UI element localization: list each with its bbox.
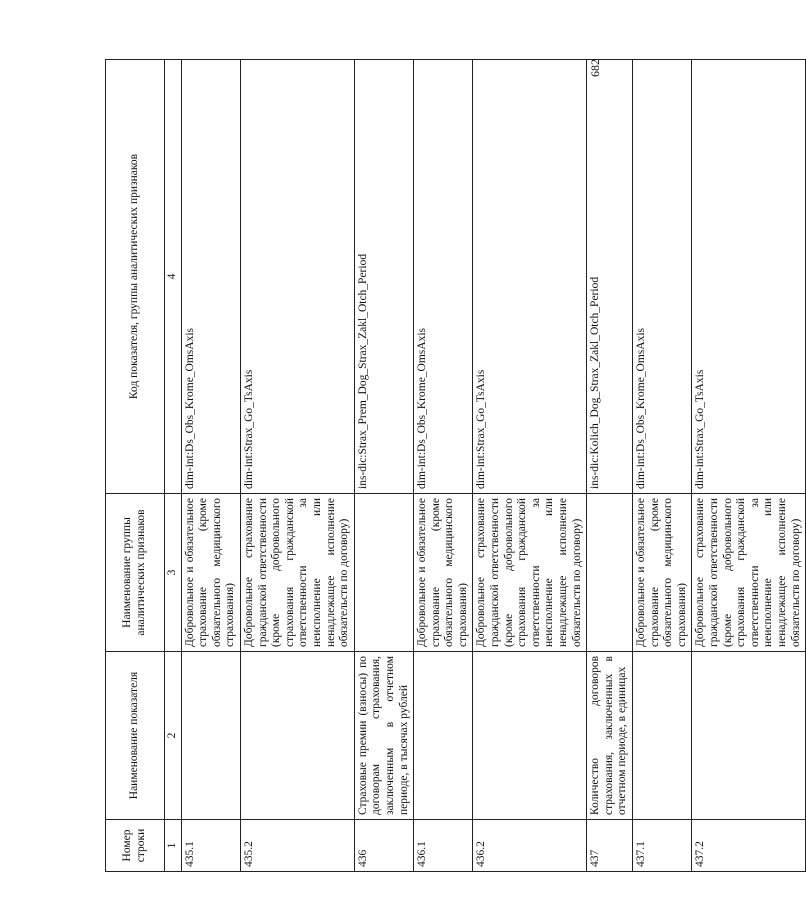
row-number: 437: [587, 820, 633, 872]
table-row: [587, 60, 633, 872]
group-name: Добровольное страхование гражданской ответственности (кроме добровольного страхования гражданской ответственности за неисполнение или ненадлежащее исполнение обязательств по договору): [692, 494, 806, 652]
table-row: [181, 60, 240, 872]
indicator-name: Страховые премии (взносы) по договорам страхования, заключенным в отчетном периоде, в тысячах рублей: [354, 652, 413, 820]
group-name: Добровольное страхование гражданской ответственности (кроме добровольного страхования гражданской ответственности за неисполнение или ненадлежащее исполнение обязательств по договору): [473, 494, 587, 652]
group-name: Добровольное страхование гражданской ответственности (кроме добровольного страхования гражданской ответственности за неисполнение или ненадлежащее исполнение обязательств по договору): [240, 494, 354, 652]
indicator-code: dim-int:Strax_Go_TsAxis: [692, 60, 806, 494]
table-row: [473, 60, 587, 872]
row-number: 435.2: [240, 820, 354, 872]
indicator-name: [633, 652, 692, 820]
indicator-code: dim-int:Ds_Obs_Krome_OmsAxis: [181, 60, 240, 494]
indicator-name: Количество договоров страхования, заключенных в отчетном периоде, в единицах: [587, 652, 633, 820]
group-name: [354, 494, 413, 652]
indicator-name: [414, 652, 473, 820]
table-row: [633, 60, 692, 872]
indicator-name: [692, 652, 806, 820]
table-row: [240, 60, 354, 872]
group-name: [587, 494, 633, 652]
column-number: 2: [165, 652, 182, 820]
column-number: 4: [165, 60, 182, 494]
indicator-code: dim-int:Ds_Obs_Krome_OmsAxis: [633, 60, 692, 494]
table-row: [414, 60, 473, 872]
column-number: 1: [165, 820, 182, 872]
indicator-name: [181, 652, 240, 820]
row-number: 436.1: [414, 820, 473, 872]
header-row-number: Номер строки: [106, 820, 165, 872]
header-group-name: Наименование группы аналитических признаков: [106, 494, 165, 652]
indicator-name: [473, 652, 587, 820]
table-row: [354, 60, 413, 872]
row-number: 435.1: [181, 820, 240, 872]
indicator-table: [105, 59, 806, 872]
column-number-row: [165, 60, 182, 872]
row-number: 436: [354, 820, 413, 872]
row-number: 437.1: [633, 820, 692, 872]
group-name: Добровольное и обязательное страхование (кроме обязательного медицинского страхования): [633, 494, 692, 652]
row-number: 436.2: [473, 820, 587, 872]
indicator-code: dim-int:Strax_Go_TsAxis: [473, 60, 587, 494]
indicator-code: ins-dic:Kolich_Dog_Strax_Zakl_Otch_Period: [587, 60, 633, 494]
row-number: 437.2: [692, 820, 806, 872]
table-header-row: [106, 60, 165, 872]
indicator-code: dim-int:Ds_Obs_Krome_OmsAxis: [414, 60, 473, 494]
header-code: Код показателя, группы аналитических признаков: [106, 60, 165, 494]
indicator-code: dim-int:Strax_Go_TsAxis: [240, 60, 354, 494]
table-row: [692, 60, 806, 872]
column-number: 3: [165, 494, 182, 652]
group-name: Добровольное и обязательное страхование (кроме обязательного медицинского страхования): [414, 494, 473, 652]
header-indicator-name: Наименование показателя: [106, 652, 165, 820]
group-name: Добровольное и обязательное страхование (кроме обязательного медицинского страхования): [181, 494, 240, 652]
indicator-name: [240, 652, 354, 820]
page-number: 682: [588, 59, 602, 77]
indicator-code: ins-dic:Strax_Prem_Dog_Strax_Zakl_Otch_Period: [354, 60, 413, 494]
